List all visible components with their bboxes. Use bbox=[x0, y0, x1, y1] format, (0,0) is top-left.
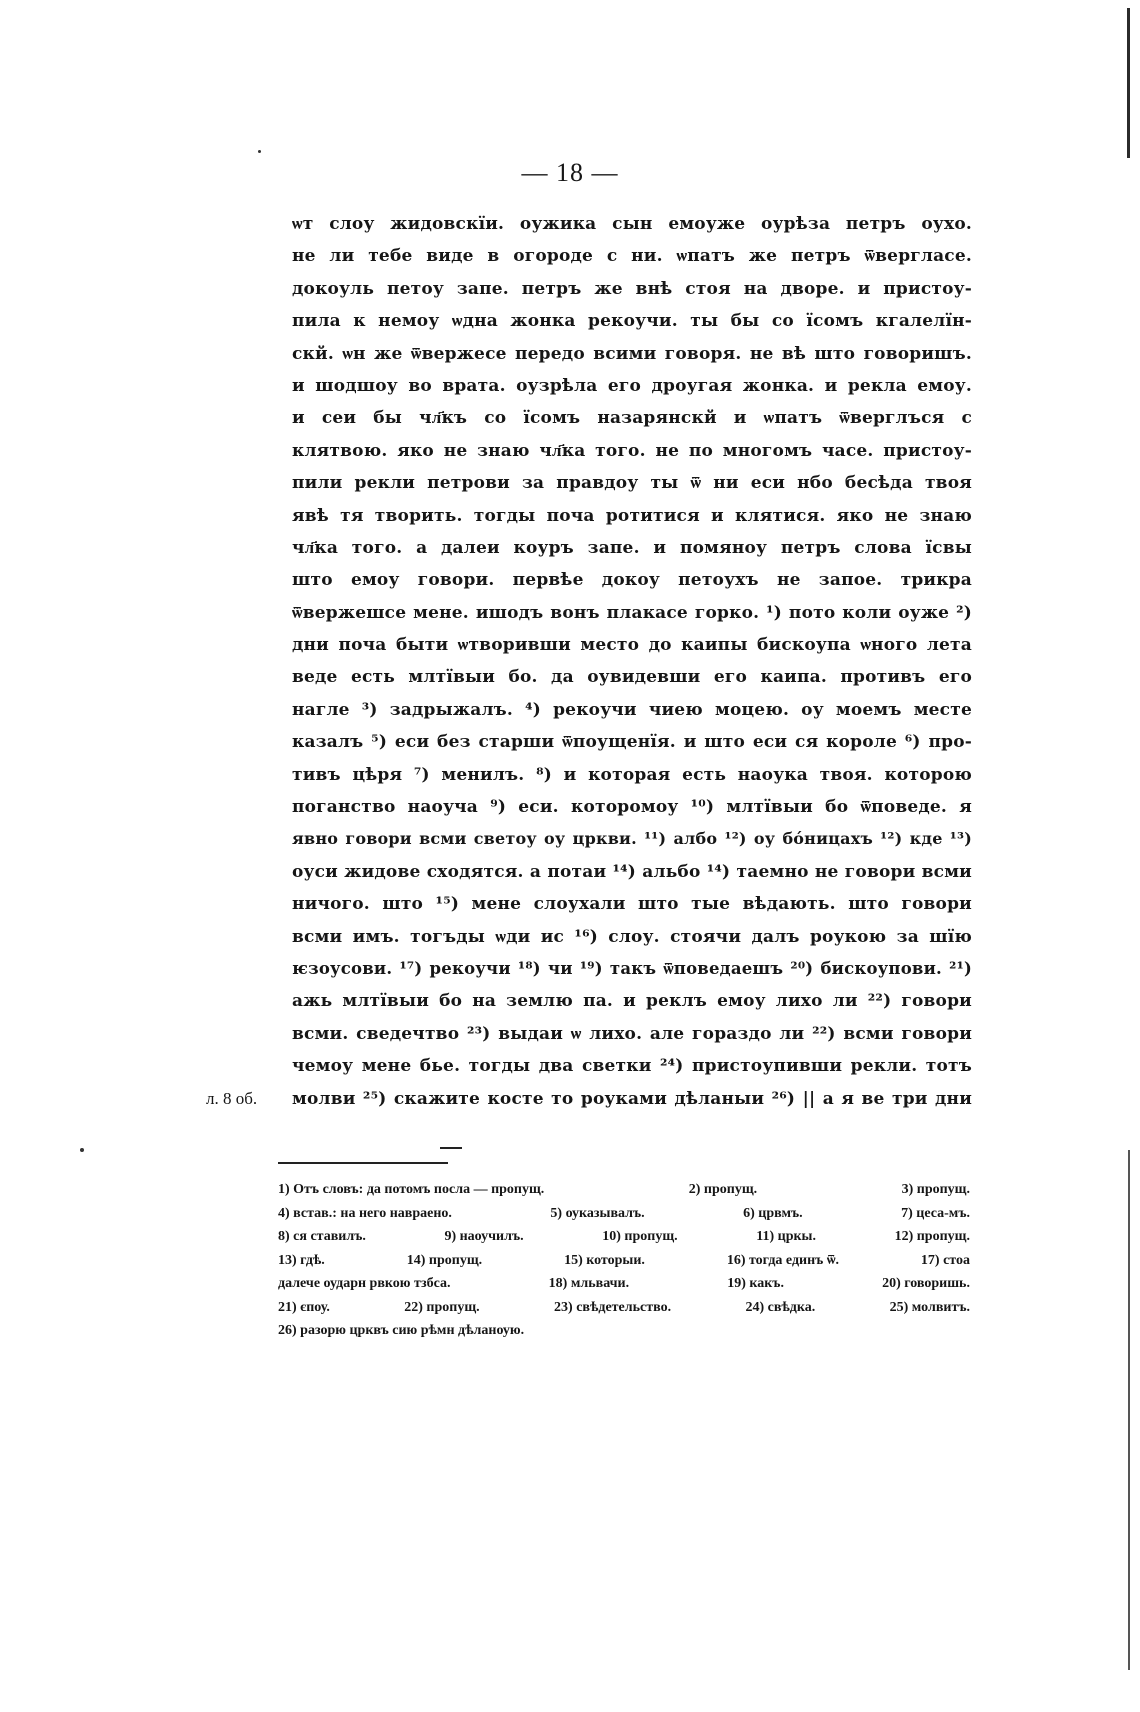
footnote-item: 20) говоришь. bbox=[882, 1276, 970, 1291]
footnote-row bbox=[278, 1202, 970, 1226]
line-text: ажь млтївыи бо на землю па. и реклъ емоу лихо ли ²²) говори bbox=[292, 991, 972, 1012]
text-line bbox=[0, 240, 1140, 272]
footnote-item: 10) пропущ. bbox=[602, 1229, 678, 1244]
text-line bbox=[0, 856, 1140, 888]
text-line bbox=[0, 467, 1140, 499]
footnote-item: 13) гдѣ. bbox=[278, 1252, 325, 1268]
scan-edge-line bbox=[1128, 1150, 1130, 1670]
text-line bbox=[0, 1018, 1140, 1050]
footnote-row bbox=[278, 1272, 970, 1296]
scan-speck bbox=[258, 150, 261, 153]
footnote-item: 2) пропущ. bbox=[688, 1182, 758, 1197]
text-line bbox=[0, 791, 1140, 823]
text-line bbox=[0, 661, 1140, 693]
line-text: скй. ѡн же ѿвержесе передо всими говоря. не вѣ што говоришъ. bbox=[292, 343, 972, 364]
footnote-item: 11) цркы. bbox=[756, 1229, 816, 1244]
line-text: чл҃ка того. а далеи коуръ запе. и помяноу петръ слова їсвы bbox=[292, 537, 972, 558]
text-line bbox=[0, 985, 1140, 1017]
line-text: не ли тебе виде в огороде с ни. ѡпатъ же петръ ѿвергласе. bbox=[292, 246, 972, 267]
footnote-row bbox=[278, 1319, 970, 1343]
footnote-separator bbox=[278, 1162, 448, 1164]
page-number: — 18 — bbox=[521, 158, 619, 187]
footnote-item: 21) єпоу. bbox=[278, 1299, 330, 1315]
footnote-item: 12) пропущ. bbox=[894, 1229, 970, 1244]
footnote-item: 15) которыи. bbox=[564, 1252, 645, 1268]
text-line bbox=[0, 338, 1140, 370]
line-text: ничого. што ¹⁵) мене слоухали што тые вѣдають. што говори bbox=[292, 894, 972, 915]
footnote-row bbox=[278, 1225, 970, 1249]
footnote-item: 26) разорю црквъ сию рѣмн дѣланоую. bbox=[278, 1323, 525, 1338]
footnote-row bbox=[278, 1249, 970, 1273]
footnote-item: 24) свѣдка. bbox=[745, 1299, 816, 1315]
text-line bbox=[0, 273, 1140, 305]
line-text: молви ²⁵) скажите косте то роуками дѣланыи ²⁶) || а я ве три дни bbox=[292, 1088, 972, 1109]
text-line bbox=[0, 532, 1140, 564]
footnote-row bbox=[278, 1296, 970, 1320]
main-text bbox=[0, 208, 1140, 1115]
line-text: ѥзоусови. ¹⁷) рекоучи ¹⁸) чи ¹⁹) такъ ѿповедаешъ ²⁰) бискоупови. ²¹) bbox=[292, 958, 972, 978]
text-line bbox=[0, 759, 1140, 791]
line-text: тивъ цѣря ⁷) менилъ. ⁸) и которая есть наоука твоя. которою bbox=[292, 764, 972, 785]
text-line bbox=[0, 921, 1140, 953]
line-text: нагле ³) задрыжалъ. ⁴) рекоучи чиею моцею. оу моемъ месте bbox=[292, 699, 972, 720]
scan-speck bbox=[80, 1148, 84, 1152]
footnote-item: 1) Отъ словъ: да потомъ посла — пропущ. bbox=[278, 1182, 545, 1197]
text-line bbox=[0, 953, 1140, 985]
text-line bbox=[0, 564, 1140, 596]
line-text: докоуль петоу запе. петръ же внѣ стоя на дворе. и пристоу- bbox=[292, 278, 972, 299]
footnote-item: 22) пропущ. bbox=[404, 1299, 480, 1315]
line-text: и сеи бы чл҃къ со їсомъ назарянскй и ѡпатъ ѿверглъся с bbox=[292, 408, 972, 429]
footnote-item: 23) свѣдетельство. bbox=[554, 1299, 672, 1315]
footnote-item: 4) встав.: на него навраено. bbox=[278, 1205, 452, 1221]
scan-edge-line bbox=[1127, 8, 1130, 158]
line-text: чемоу мене бье. тогды два светки ²⁴) пристоупивши рекли. тотъ bbox=[292, 1056, 972, 1077]
line-text: оуси жидове сходятся. а потаи ¹⁴) альбо ¹⁴) таемно не говори всми bbox=[292, 861, 972, 882]
footnote-row bbox=[278, 1178, 970, 1202]
text-line bbox=[0, 1083, 1140, 1115]
line-text: всми имъ. тогъды ѡди ис ¹⁶) слоу. стоячи далъ роукою за шїю bbox=[292, 926, 972, 947]
line-text: пила к немоу ѡдна жонка рекоучи. ты бы со їсомъ кгалелїн- bbox=[292, 311, 972, 332]
footnote-item: 7) цеса‑мъ. bbox=[901, 1205, 970, 1221]
text-line bbox=[0, 1050, 1140, 1082]
text-line bbox=[0, 402, 1140, 434]
footnote-item: 18) мльвачи. bbox=[548, 1276, 630, 1291]
text-line bbox=[0, 726, 1140, 758]
line-text: и шодшоу во врата. оузрѣла его дроугая жонка. и рекла емоу. bbox=[292, 375, 972, 396]
text-line bbox=[0, 597, 1140, 629]
line-text: ѡт слоу жидовскїи. оужика сын емоуже оурѣза петръ оухо. bbox=[292, 214, 972, 234]
text-line bbox=[0, 694, 1140, 726]
text-line bbox=[0, 435, 1140, 467]
footnote-item: 25) молвитъ. bbox=[889, 1299, 970, 1315]
margin-folio-note: л. 8 об. bbox=[206, 1088, 258, 1108]
text-line bbox=[0, 208, 1140, 240]
line-text: клятвою. яко не знаю чл҃ка того. не по многомъ часе. пристоу- bbox=[292, 440, 972, 461]
text-line bbox=[0, 500, 1140, 532]
line-text: веде есть млтївыи бо. да оувидевши его каипа. противъ его bbox=[292, 667, 972, 688]
short-rule bbox=[440, 1147, 462, 1149]
line-text: поганство наоуча ⁹) еси. которомоу ¹⁰) млтївыи бо ѿповеде. я bbox=[292, 797, 972, 818]
line-text: што емоу говори. первѣе докоу петоухъ не запое. трикра bbox=[292, 570, 972, 591]
footnote-item: 5) оуказывалъ. bbox=[550, 1205, 645, 1221]
footnote-item: 9) наоучилъ. bbox=[444, 1229, 524, 1244]
text-line bbox=[0, 629, 1140, 661]
footnote-item: 8) ся ставилъ. bbox=[278, 1229, 366, 1244]
line-text: дни поча быти ѡтворивши место до каипы бискоупа ѡного лета bbox=[292, 635, 972, 656]
footnote-item: 16) тогда единъ ѿ. bbox=[726, 1252, 839, 1268]
line-text: казалъ ⁵) еси без старши ѿпоущенїя. и што еси ся короле ⁶) про- bbox=[292, 732, 972, 753]
footnote-item: 19) какъ. bbox=[727, 1276, 784, 1291]
line-text: ѿвержешсе мене. ишодъ вонъ плакасе горко. ¹) пото коли оуже ²) bbox=[292, 602, 972, 623]
footnotes bbox=[278, 1178, 970, 1343]
footnote-item: 14) пропущ. bbox=[406, 1252, 483, 1268]
footnote-item: 17) стоа bbox=[920, 1252, 970, 1268]
footnote-item: далече оударн рвкою тзбса. bbox=[278, 1276, 451, 1291]
text-line bbox=[0, 823, 1140, 855]
footnote-item: 6) црвмъ. bbox=[743, 1205, 803, 1221]
line-text: явно говори всми светоу оу цркви. ¹¹) албо ¹²) оу бо́ницахъ ¹²) кде ¹³) bbox=[292, 829, 972, 849]
line-text: всми. сведечтво ²³) выдаи ѡ лихо. але гораздо ли ²²) всми говори bbox=[292, 1023, 972, 1044]
footnote-item: 3) пропущ. bbox=[901, 1182, 970, 1197]
line-text: явѣ тя творить. тогды поча ротитися и клятися. яко не знаю bbox=[292, 505, 972, 526]
text-line bbox=[0, 370, 1140, 402]
text-line bbox=[0, 305, 1140, 337]
line-text: пили рекли петрови за правдоу ты ѿ ни еси нбо бесѣда твоя bbox=[292, 473, 972, 494]
text-line bbox=[0, 888, 1140, 920]
